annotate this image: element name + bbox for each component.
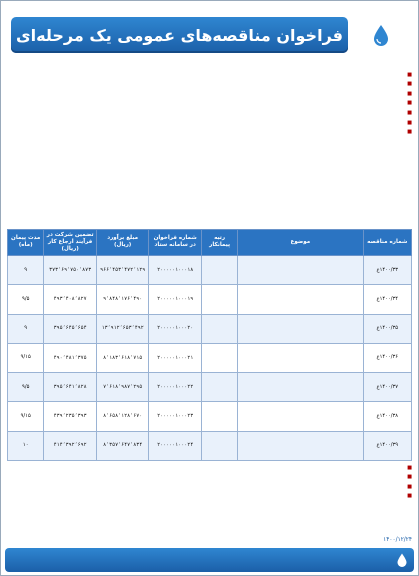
cell-number: ۱۴۰۰/۳۷ع bbox=[363, 373, 411, 402]
table-body bbox=[8, 255, 412, 460]
documents-submission: ■ bbox=[407, 90, 412, 97]
cell-setad-no: ۲۰۰۰۰۰۱۰۰۰۲۰ bbox=[149, 314, 202, 343]
cell-estimate: ۷٬۶۱۸٬۹۸۷٬۲۹۵ bbox=[96, 373, 149, 402]
cell-grade bbox=[201, 343, 237, 372]
tender-table bbox=[7, 229, 412, 461]
cell-grade bbox=[201, 373, 237, 402]
notes-section bbox=[7, 464, 412, 502]
cell-setad-no: ۲۰۰۰۰۰۱۰۰۰۲۲ bbox=[149, 373, 202, 402]
cell-duration: ۹/۵ bbox=[8, 373, 44, 402]
contact-info: ■ bbox=[407, 100, 412, 107]
cell-duration: ۹ bbox=[8, 314, 44, 343]
cell-grade bbox=[201, 285, 237, 314]
cell-setad-no: ۲۰۰۰۰۰۱۰۰۰۱۸ bbox=[149, 255, 202, 284]
phones-note: ■ bbox=[407, 474, 412, 481]
cell-subject bbox=[238, 431, 363, 460]
cell-setad-no: ۲۰۰۰۰۰۱۰۰۰۲۳ bbox=[149, 402, 202, 431]
cell-guarantee: ۳۹۵٬۶۴۱٬۸۲۸ bbox=[44, 373, 97, 402]
table-row bbox=[8, 373, 412, 402]
col-header-grade: رتبه پیمانکار bbox=[201, 230, 237, 256]
footer-banner bbox=[5, 548, 414, 572]
notice-body bbox=[7, 61, 412, 138]
water-drop-icon bbox=[371, 24, 391, 46]
cell-estimate: ۹۶۶٬۴۵۳٬۴۷۲٬۱۲۹ bbox=[96, 255, 149, 284]
cell-grade bbox=[201, 402, 237, 431]
cell-number: ۱۴۰۰/۳۴ع bbox=[363, 285, 411, 314]
col-header-guarantee: تضمین شرکت در فرآیند ارجاع کار (ریال) bbox=[44, 230, 97, 256]
cell-subject bbox=[238, 314, 363, 343]
cell-subject bbox=[238, 402, 363, 431]
cell-subject bbox=[238, 343, 363, 372]
cell-grade bbox=[201, 431, 237, 460]
bid-deadline: ■ bbox=[407, 109, 412, 116]
cell-grade bbox=[201, 314, 237, 343]
cell-setad-no: ۲۰۰۰۰۰۱۰۰۰۲۴ bbox=[149, 431, 202, 460]
cell-guarantee: ۴۳۹٬۲۳۵٬۳۹۳ bbox=[44, 402, 97, 431]
cell-guarantee: ۳۷۳٬۶۹٬۷۵۰٬۸۷۳ bbox=[44, 255, 97, 284]
water-drop-icon bbox=[396, 553, 408, 567]
cell-duration: ۹ bbox=[8, 255, 44, 284]
tender-deposit: ■ bbox=[407, 71, 412, 78]
cell-estimate: ۱۳٬۹۱۲٬۶۵۳٬۴۹۲ bbox=[96, 314, 149, 343]
cell-guarantee: ۳۹۵٬۶۴۵٬۶۵۴ bbox=[44, 314, 97, 343]
company-logo bbox=[348, 15, 414, 55]
intro-paragraph bbox=[7, 61, 412, 71]
cell-subject bbox=[238, 285, 363, 314]
cell-grade bbox=[201, 255, 237, 284]
cell-estimate: ۹٬۸۴۸٬۱۷۶٬۴۹۰ bbox=[96, 285, 149, 314]
cell-subject bbox=[238, 255, 363, 284]
cell-duration: ۱۰ bbox=[8, 431, 44, 460]
cell-setad-no: ۲۰۰۰۰۰۱۰۰۰۲۱ bbox=[149, 343, 202, 372]
contact-center-note: ■ bbox=[407, 493, 412, 500]
cell-subject bbox=[238, 373, 363, 402]
opening-date: ■ bbox=[407, 119, 412, 126]
col-header-estimate: مبلغ برآورد (ریال) bbox=[96, 230, 149, 256]
col-header-subject: موضوع bbox=[238, 230, 363, 256]
guarantee-paragraph: ■ bbox=[407, 129, 412, 136]
cell-estimate: ۸٬۶۵۸٬۱۲۸٬۶۷۰ bbox=[96, 402, 149, 431]
page-title: فراخوان مناقصه‌های عمومی یک مرحله‌ای bbox=[11, 17, 348, 53]
cell-guarantee: ۴۱۴٬۳۹۲٬۶۹۲ bbox=[44, 431, 97, 460]
col-header-setad: شماره فراخوان در سامانه ستاد bbox=[149, 230, 202, 256]
col-header-duration: مدت پیمان (ماه) bbox=[8, 230, 44, 256]
publish-date: ۱۴۰۰/۱۲/۲۴ bbox=[383, 537, 412, 543]
email-note: ■ bbox=[407, 483, 412, 490]
cell-duration: ۹/۱۵ bbox=[8, 343, 44, 372]
cell-estimate: ۸٬۱۸۳٬۶۱۸٬۷۱۵ bbox=[96, 343, 149, 372]
header bbox=[5, 13, 414, 57]
cell-duration: ۹/۱۵ bbox=[8, 402, 44, 431]
cell-number: ۱۴۰۰/۳۶ع bbox=[363, 343, 411, 372]
cell-duration: ۹/۵ bbox=[8, 285, 44, 314]
documents-date: ■ bbox=[407, 81, 412, 88]
col-header-number: شماره مناقصه bbox=[363, 230, 411, 256]
table-row bbox=[8, 343, 412, 372]
table-row bbox=[8, 255, 412, 284]
table-row bbox=[8, 431, 412, 460]
signature-row bbox=[7, 534, 412, 546]
cell-number: ۱۴۰۰/۳۳ع bbox=[363, 255, 411, 284]
cell-guarantee: ۴۹۳٬۴۰۸٬۸۲۷ bbox=[44, 285, 97, 314]
cell-estimate: ۸٬۳۵۷٬۶۴۷٬۸۳۴ bbox=[96, 431, 149, 460]
table-row bbox=[8, 402, 412, 431]
cell-number: ۱۴۰۰/۳۵ع bbox=[363, 314, 411, 343]
cell-number: ۱۴۰۰/۳۸ع bbox=[363, 402, 411, 431]
cell-setad-no: ۲۰۰۰۰۰۱۰۰۰۱۹ bbox=[149, 285, 202, 314]
address-note: ■ bbox=[407, 465, 412, 471]
cell-number: ۱۴۰۰/۳۹ع bbox=[363, 431, 411, 460]
table-header-row bbox=[8, 230, 412, 256]
cell-guarantee: ۴۹۰٬۴۸۱٬۳۷۵ bbox=[44, 343, 97, 372]
table-row bbox=[8, 285, 412, 314]
tender-table-wrap bbox=[7, 229, 412, 461]
table-row bbox=[8, 314, 412, 343]
